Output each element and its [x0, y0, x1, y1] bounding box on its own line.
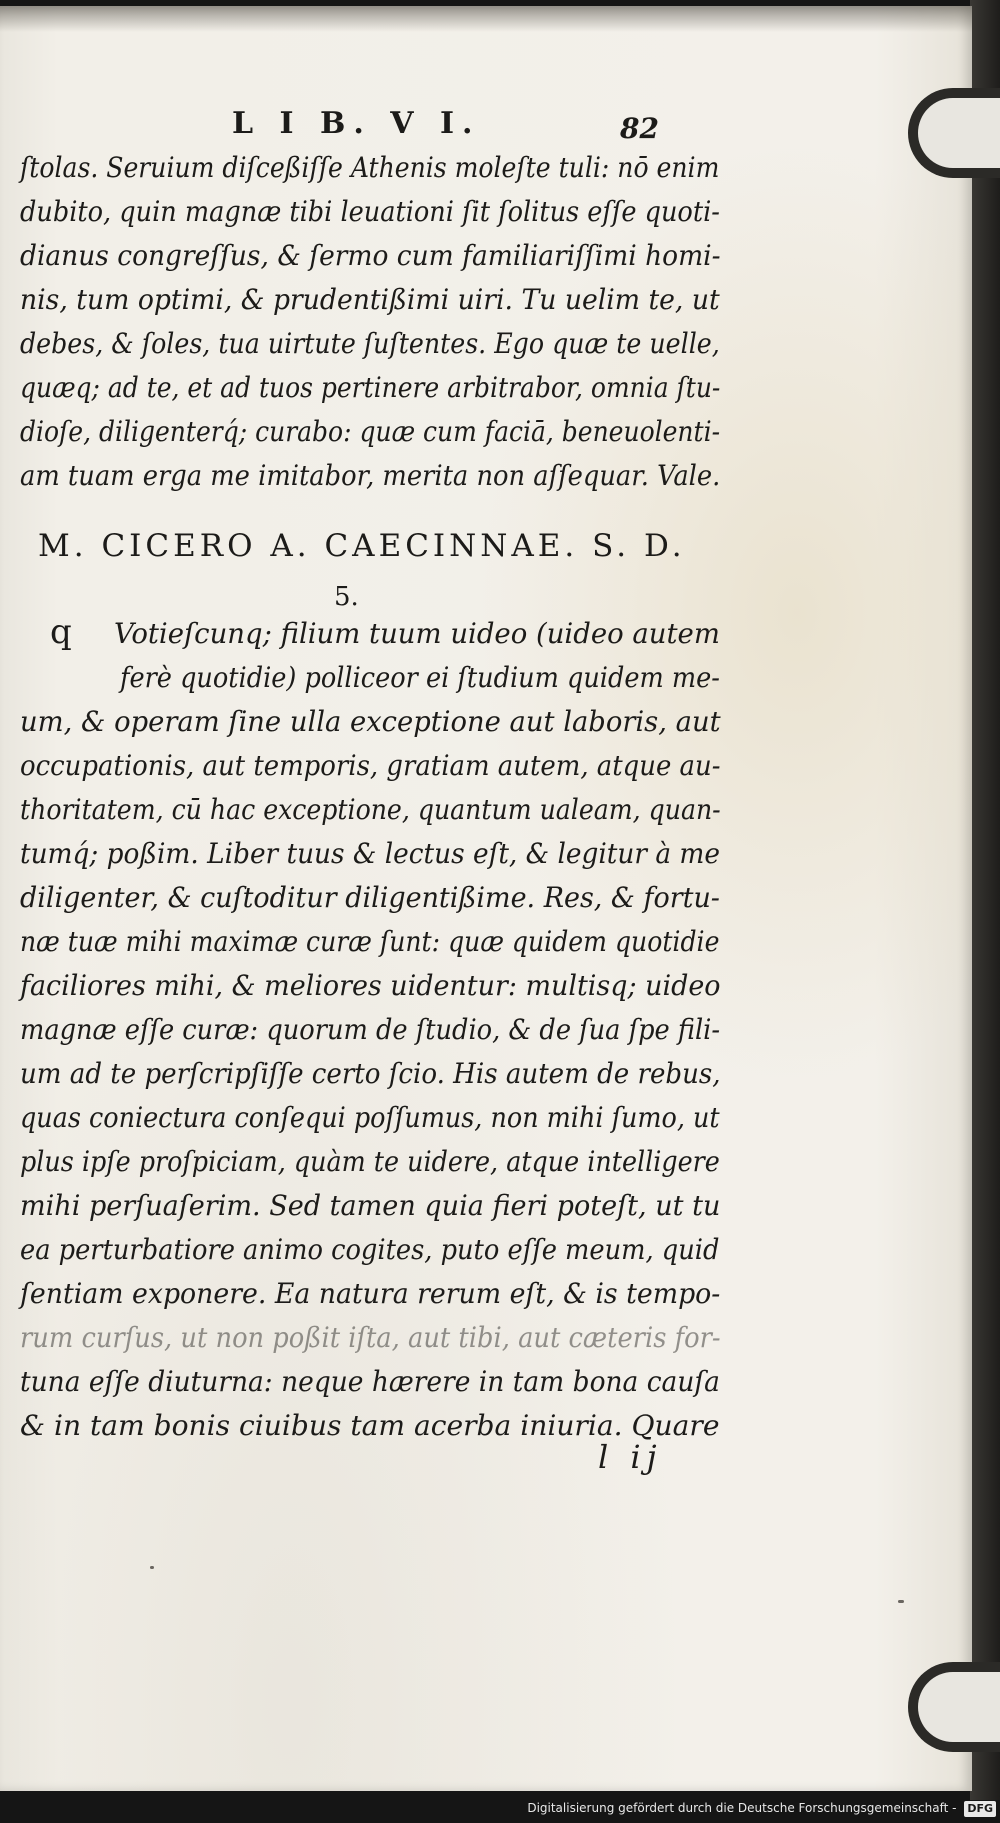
text-line: dioſe, diligenterq́; curabo: quæ cum faciā, beneuolenti- — [20, 415, 721, 448]
paper-speck — [150, 1566, 154, 1569]
text-line: magnæ eſſe curæ: quorum de ſtudio, & de ſua ſpe fili- — [20, 1013, 721, 1046]
text-line: am tuam erga me imitabor, merita non aſſequar. Vale. — [20, 459, 721, 492]
text-line: & in tam bonis ciuibus tam acerba iniuria. Quare — [20, 1409, 720, 1442]
text-line: ſentiam exponere. Ea natura rerum eſt, & is tempo- — [20, 1277, 721, 1310]
text-line: occupationis, aut temporis, gratiam autem, atque au- — [20, 749, 721, 782]
folio-number: 82 — [620, 112, 659, 145]
text-line: faciliores mihi, & meliores uidentur: multisq; uideo — [20, 969, 721, 1002]
text-line: ferè quotidie) polliceor ei ſtudium quidem me- — [120, 661, 720, 694]
paper-speck — [898, 1600, 904, 1603]
binding-shadow — [0, 6, 972, 32]
book-page — [0, 6, 972, 1791]
dfg-logo: DFG — [964, 1801, 996, 1817]
text-line: thoritatem, cū hac exceptione, quantum ualeam, quan- — [20, 793, 721, 826]
text-line: Votieſcunq; filium tuum uideo (uideo autem — [114, 617, 720, 650]
text-line: debes, & ſoles, tua uirtute ſuſtentes. Ego quæ te uelle, — [20, 327, 720, 360]
text-line: plus ipſe proſpiciam, quàm te uidere, atque intelligere — [20, 1145, 720, 1178]
signature-mark: l ij — [598, 1438, 663, 1476]
running-head-title: L I B. V I. — [232, 106, 481, 141]
text-line: rum curſus, ut non poßit iſta, aut tibi, aut cæteris for- — [20, 1321, 721, 1354]
clip-top — [908, 88, 1000, 178]
clip-bottom — [908, 1662, 1000, 1752]
text-line: mihi perſuaſerim. Sed tamen quia fieri poteſt, ut tu — [20, 1189, 721, 1222]
text-line: ſtolas. Seruium diſceßiſſe Athenis moleſte tuli: nō enim — [20, 151, 720, 184]
digitization-credit — [527, 1795, 996, 1821]
letter-heading: M. CICERO A. CAECINNAE. S. D. — [38, 528, 686, 564]
text-line: næ tuæ mihi maximæ curæ ſunt: quæ quidem quotidie — [20, 925, 720, 958]
text-line: nis, tum optimi, & prudentißimi uiri. Tu uelim te, ut — [20, 283, 720, 316]
text-line: dianus congreſſus, & ſermo cum familiariſſimi homi- — [20, 239, 721, 272]
text-line: quæq; ad te, et ad tuos pertinere arbitrabor, omnia ſtu- — [20, 371, 721, 404]
text-line: diligenter, & cuſtoditur diligentißime. Res, & fortu- — [20, 881, 720, 914]
text-line: tuna eſſe diuturna: neque hærere in tam bona cauſa — [20, 1365, 720, 1398]
letter-number: 5. — [334, 582, 359, 612]
book-edge — [970, 0, 1000, 1800]
text-line: quas coniectura conſequi poſſumus, non mihi ſumo, ut — [20, 1101, 720, 1134]
paragraph-mark: q — [50, 612, 72, 652]
text-line: ea perturbatiore animo cogites, puto eſſe meum, quid — [20, 1233, 720, 1266]
text-line: um, & operam ſine ulla exceptione aut laboris, aut — [20, 705, 721, 738]
text-line: um ad te perſcripſiſſe certo ſcio. His autem de rebus, — [20, 1057, 721, 1090]
text-line: dubito, quin magnæ tibi leuationi ſit ſolitus eſſe quoti- — [20, 195, 720, 228]
running-head — [232, 106, 712, 145]
credit-text: Digitalisierung gefördert durch die Deutsche Forschungsgemeinschaft - — [527, 1801, 957, 1815]
text-line: tumq́; poßim. Liber tuus & lectus eſt, & legitur à me — [20, 837, 721, 870]
